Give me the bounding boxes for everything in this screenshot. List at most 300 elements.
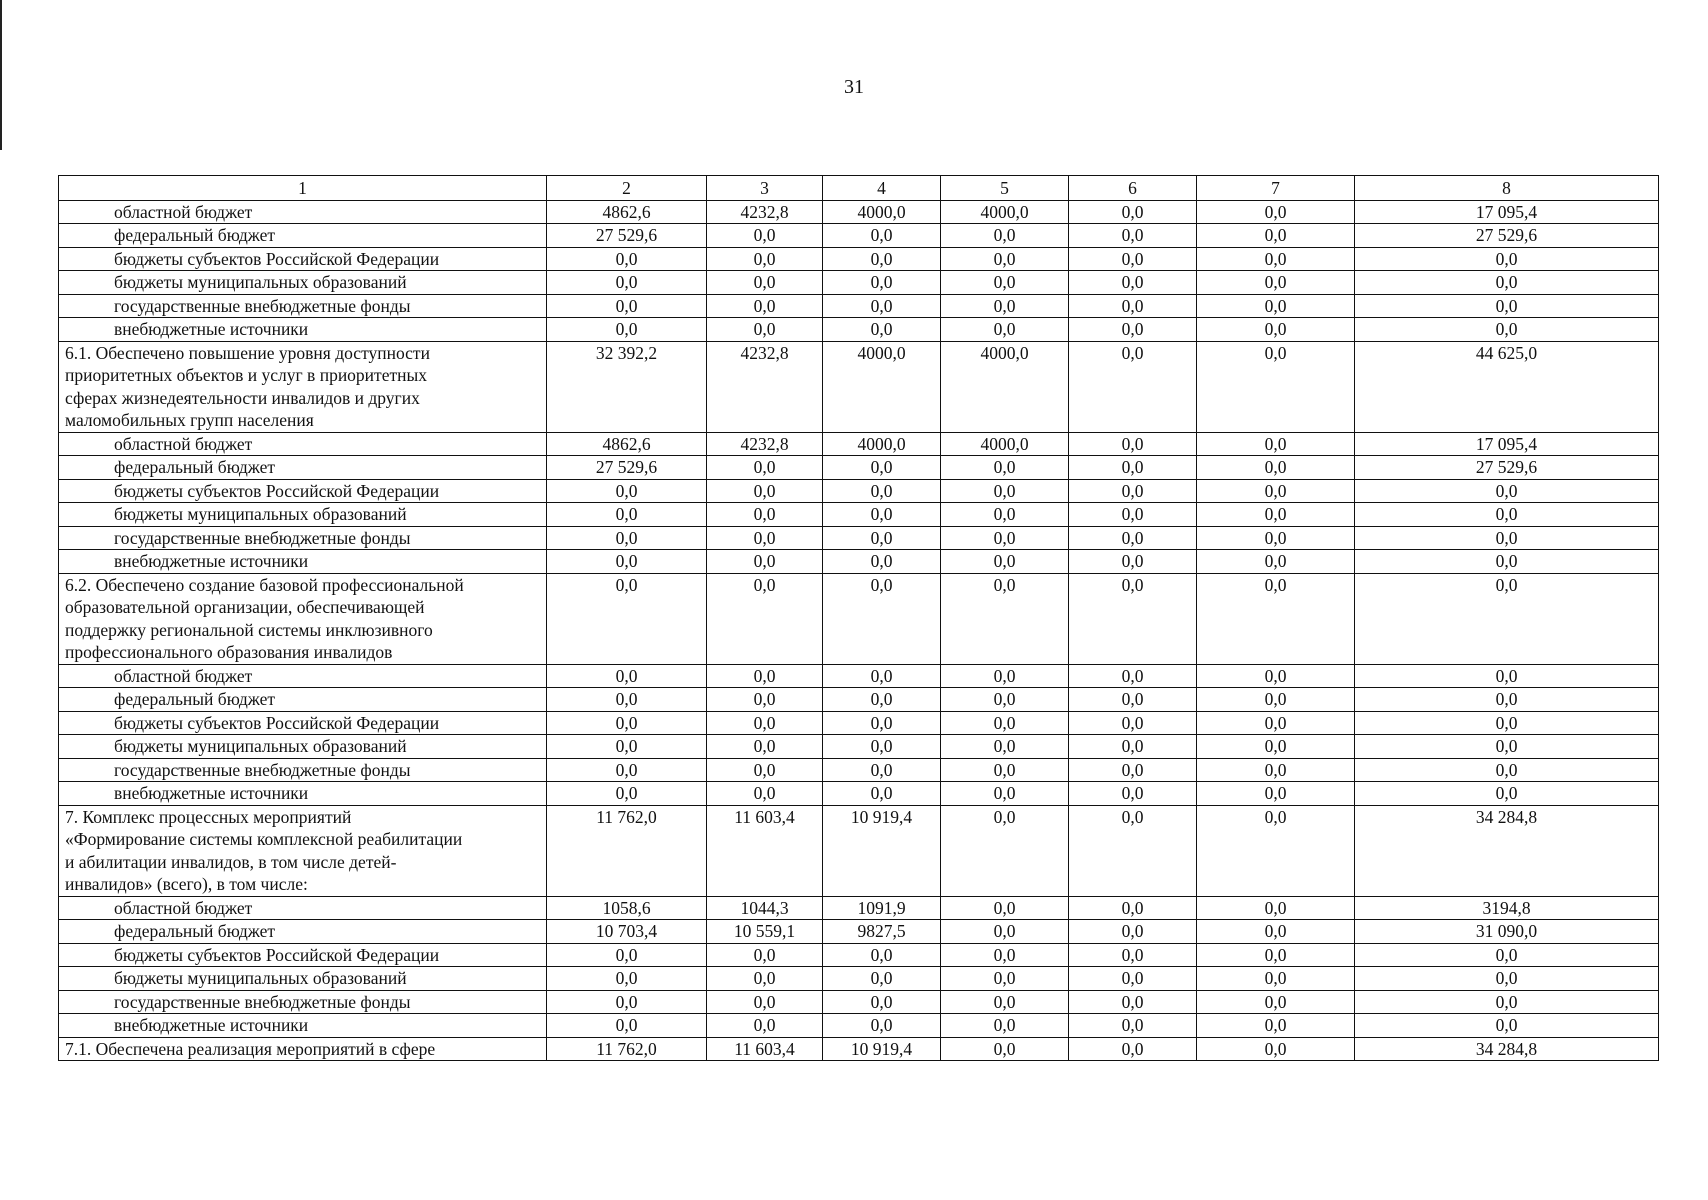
value-cell-col-2: 0,0 — [547, 1014, 707, 1038]
value-cell-col-6: 0,0 — [1069, 1037, 1197, 1061]
value-cell-col-2: 0,0 — [547, 782, 707, 806]
value-cell-col-2: 0,0 — [547, 526, 707, 550]
value-cell-col-8: 0,0 — [1355, 294, 1659, 318]
label-line: областной бюджет — [114, 665, 253, 686]
funding-source-label — [59, 920, 547, 944]
value-cell-col-2: 0,0 — [547, 503, 707, 527]
value-cell-col-7: 0,0 — [1197, 1037, 1355, 1061]
value-cell-col-2: 11 762,0 — [547, 805, 707, 896]
value-cell-col-3: 0,0 — [707, 479, 823, 503]
value-cell-col-7: 0,0 — [1197, 341, 1355, 432]
funding-source-label — [59, 294, 547, 318]
value-cell-col-8: 0,0 — [1355, 967, 1659, 991]
value-cell-col-7: 0,0 — [1197, 224, 1355, 248]
value-cell-col-8: 0,0 — [1355, 1014, 1659, 1038]
table-row — [59, 224, 1659, 248]
value-cell-col-3: 0,0 — [707, 735, 823, 759]
label-line: «Формирование системы комплексной реабилитации — [65, 829, 463, 849]
value-cell-col-2: 0,0 — [547, 294, 707, 318]
funding-source-label — [59, 550, 547, 574]
table-row — [59, 967, 1659, 991]
value-cell-col-3: 0,0 — [707, 318, 823, 342]
label-line: бюджеты субъектов Российской Федерации — [114, 944, 440, 965]
label-line: бюджеты субъектов Российской Федерации — [114, 480, 440, 501]
table-row — [59, 200, 1659, 224]
value-cell-col-8: 0,0 — [1355, 550, 1659, 574]
value-cell-col-2: 27 529,6 — [547, 224, 707, 248]
table-row — [59, 247, 1659, 271]
funding-source-label — [59, 711, 547, 735]
value-cell-col-8: 3194,8 — [1355, 896, 1659, 920]
header-cell: 1 — [59, 176, 547, 201]
value-cell-col-2: 0,0 — [547, 271, 707, 295]
table-row — [59, 294, 1659, 318]
value-cell-col-4: 0,0 — [823, 664, 941, 688]
value-cell-col-6: 0,0 — [1069, 526, 1197, 550]
label-line: внебюджетные источники — [114, 783, 309, 803]
value-cell-col-3: 0,0 — [707, 271, 823, 295]
value-cell-col-2: 10 703,4 — [547, 920, 707, 944]
value-cell-col-6: 0,0 — [1069, 479, 1197, 503]
scan-left-border — [0, 0, 2, 150]
value-cell-col-8: 0,0 — [1355, 318, 1659, 342]
value-cell-col-6: 0,0 — [1069, 1014, 1197, 1038]
value-cell-col-4: 0,0 — [823, 318, 941, 342]
table-row — [59, 782, 1659, 806]
header-cell: 8 — [1355, 176, 1659, 201]
value-cell-col-6: 0,0 — [1069, 550, 1197, 574]
value-cell-col-3: 0,0 — [707, 573, 823, 664]
label-line: внебюджетные источники — [114, 551, 309, 571]
value-cell-col-4: 0,0 — [823, 943, 941, 967]
value-cell-col-3: 4232,8 — [707, 200, 823, 224]
value-cell-col-4: 0,0 — [823, 573, 941, 664]
funding-source-label — [59, 247, 547, 271]
value-cell-col-2: 0,0 — [547, 318, 707, 342]
value-cell-col-6: 0,0 — [1069, 503, 1197, 527]
value-cell-col-7: 0,0 — [1197, 735, 1355, 759]
value-cell-col-4: 0,0 — [823, 688, 941, 712]
value-cell-col-8: 0,0 — [1355, 735, 1659, 759]
value-cell-col-3: 0,0 — [707, 1014, 823, 1038]
table-row — [59, 735, 1659, 759]
value-cell-col-4: 0,0 — [823, 503, 941, 527]
value-cell-col-5: 0,0 — [941, 479, 1069, 503]
value-cell-col-3: 0,0 — [707, 688, 823, 712]
value-cell-col-2: 0,0 — [547, 247, 707, 271]
value-cell-col-4: 0,0 — [823, 782, 941, 806]
value-cell-col-3: 0,0 — [707, 758, 823, 782]
value-cell-col-8: 0,0 — [1355, 247, 1659, 271]
value-cell-col-6: 0,0 — [1069, 896, 1197, 920]
value-cell-col-7: 0,0 — [1197, 456, 1355, 480]
value-cell-col-3: 10 559,1 — [707, 920, 823, 944]
value-cell-col-7: 0,0 — [1197, 200, 1355, 224]
table-header-row — [59, 176, 1659, 201]
value-cell-col-2: 0,0 — [547, 688, 707, 712]
funding-source-label — [59, 432, 547, 456]
value-cell-col-2: 0,0 — [547, 967, 707, 991]
header-cell: 3 — [707, 176, 823, 201]
value-cell-col-7: 0,0 — [1197, 711, 1355, 735]
label-line: 6.1. Обеспечено повышение уровня доступности — [65, 342, 430, 363]
funding-source-label — [59, 758, 547, 782]
value-cell-col-7: 0,0 — [1197, 920, 1355, 944]
value-cell-col-2: 27 529,6 — [547, 456, 707, 480]
value-cell-col-7: 0,0 — [1197, 805, 1355, 896]
label-line: приоритетных объектов и услуг в приоритетных — [65, 365, 427, 385]
value-cell-col-7: 0,0 — [1197, 294, 1355, 318]
value-cell-col-3: 4232,8 — [707, 432, 823, 456]
value-cell-col-3: 4232,8 — [707, 341, 823, 432]
activity-label — [59, 341, 547, 432]
table-row — [59, 550, 1659, 574]
value-cell-col-8: 0,0 — [1355, 688, 1659, 712]
value-cell-col-8: 0,0 — [1355, 758, 1659, 782]
value-cell-col-5: 4000,0 — [941, 200, 1069, 224]
table-row — [59, 1037, 1659, 1061]
value-cell-col-2: 0,0 — [547, 758, 707, 782]
value-cell-col-4: 0,0 — [823, 294, 941, 318]
value-cell-col-8: 0,0 — [1355, 943, 1659, 967]
value-cell-col-7: 0,0 — [1197, 990, 1355, 1014]
value-cell-col-2: 1058,6 — [547, 896, 707, 920]
value-cell-col-6: 0,0 — [1069, 688, 1197, 712]
value-cell-col-7: 0,0 — [1197, 688, 1355, 712]
value-cell-col-8: 0,0 — [1355, 664, 1659, 688]
value-cell-col-6: 0,0 — [1069, 664, 1197, 688]
value-cell-col-4: 0,0 — [823, 456, 941, 480]
table-row — [59, 271, 1659, 295]
value-cell-col-3: 0,0 — [707, 550, 823, 574]
table-row — [59, 711, 1659, 735]
value-cell-col-7: 0,0 — [1197, 896, 1355, 920]
value-cell-col-6: 0,0 — [1069, 200, 1197, 224]
value-cell-col-5: 0,0 — [941, 920, 1069, 944]
value-cell-col-7: 0,0 — [1197, 758, 1355, 782]
value-cell-col-6: 0,0 — [1069, 294, 1197, 318]
header-cell: 5 — [941, 176, 1069, 201]
value-cell-col-4: 0,0 — [823, 271, 941, 295]
value-cell-col-2: 0,0 — [547, 550, 707, 574]
value-cell-col-4: 9827,5 — [823, 920, 941, 944]
value-cell-col-5: 0,0 — [941, 758, 1069, 782]
value-cell-col-8: 0,0 — [1355, 503, 1659, 527]
table-row — [59, 1014, 1659, 1038]
value-cell-col-5: 0,0 — [941, 1014, 1069, 1038]
value-cell-col-7: 0,0 — [1197, 1014, 1355, 1038]
value-cell-col-3: 0,0 — [707, 943, 823, 967]
financing-table — [58, 175, 1659, 1061]
value-cell-col-8: 27 529,6 — [1355, 224, 1659, 248]
value-cell-col-4: 0,0 — [823, 550, 941, 574]
label-line: бюджеты субъектов Российской Федерации — [114, 712, 440, 733]
label-line: бюджеты муниципальных образований — [114, 272, 407, 292]
table-row — [59, 896, 1659, 920]
value-cell-col-3: 0,0 — [707, 990, 823, 1014]
table-row — [59, 526, 1659, 550]
funding-source-label — [59, 967, 547, 991]
funding-source-label — [59, 896, 547, 920]
value-cell-col-4: 0,0 — [823, 224, 941, 248]
value-cell-col-2: 0,0 — [547, 990, 707, 1014]
label-line: государственные внебюджетные фонды — [114, 527, 411, 548]
label-line: и абилитации инвалидов, в том числе детей- — [65, 851, 397, 872]
header-cell: 7 — [1197, 176, 1355, 201]
table-row — [59, 805, 1659, 896]
value-cell-col-5: 4000,0 — [941, 341, 1069, 432]
value-cell-col-7: 0,0 — [1197, 271, 1355, 295]
value-cell-col-2: 0,0 — [547, 735, 707, 759]
value-cell-col-7: 0,0 — [1197, 550, 1355, 574]
value-cell-col-3: 0,0 — [707, 526, 823, 550]
label-line: государственные внебюджетные фонды — [114, 295, 411, 316]
funding-source-label — [59, 735, 547, 759]
funding-source-label — [59, 318, 547, 342]
value-cell-col-8: 27 529,6 — [1355, 456, 1659, 480]
value-cell-col-6: 0,0 — [1069, 990, 1197, 1014]
label-line: 7.1. Обеспечена реализация мероприятий в сфере — [65, 1038, 436, 1059]
value-cell-col-5: 0,0 — [941, 990, 1069, 1014]
value-cell-col-5: 0,0 — [941, 735, 1069, 759]
value-cell-col-7: 0,0 — [1197, 782, 1355, 806]
value-cell-col-5: 0,0 — [941, 573, 1069, 664]
table-row — [59, 688, 1659, 712]
label-line: бюджеты муниципальных образований — [114, 504, 407, 524]
value-cell-col-4: 0,0 — [823, 711, 941, 735]
value-cell-col-8: 0,0 — [1355, 479, 1659, 503]
funding-source-label — [59, 456, 547, 480]
table-row — [59, 920, 1659, 944]
value-cell-col-5: 0,0 — [941, 664, 1069, 688]
value-cell-col-3: 0,0 — [707, 294, 823, 318]
activity-label — [59, 805, 547, 896]
table-row — [59, 341, 1659, 432]
value-cell-col-2: 0,0 — [547, 479, 707, 503]
value-cell-col-6: 0,0 — [1069, 456, 1197, 480]
value-cell-col-2: 0,0 — [547, 573, 707, 664]
value-cell-col-6: 0,0 — [1069, 805, 1197, 896]
label-line: сферах жизнедеятельности инвалидов и других — [65, 387, 420, 408]
value-cell-col-6: 0,0 — [1069, 318, 1197, 342]
value-cell-col-4: 10 919,4 — [823, 805, 941, 896]
activity-label — [59, 573, 547, 664]
label-line: поддержку региональной системы инклюзивного — [65, 619, 433, 640]
value-cell-col-3: 11 603,4 — [707, 1037, 823, 1061]
value-cell-col-6: 0,0 — [1069, 224, 1197, 248]
value-cell-col-7: 0,0 — [1197, 526, 1355, 550]
value-cell-col-3: 0,0 — [707, 664, 823, 688]
value-cell-col-6: 0,0 — [1069, 758, 1197, 782]
value-cell-col-4: 0,0 — [823, 735, 941, 759]
value-cell-col-2: 4862,6 — [547, 200, 707, 224]
value-cell-col-4: 0,0 — [823, 967, 941, 991]
funding-source-label — [59, 271, 547, 295]
value-cell-col-4: 0,0 — [823, 758, 941, 782]
value-cell-col-6: 0,0 — [1069, 943, 1197, 967]
value-cell-col-8: 0,0 — [1355, 271, 1659, 295]
value-cell-col-6: 0,0 — [1069, 432, 1197, 456]
label-line: бюджеты субъектов Российской Федерации — [114, 248, 440, 269]
value-cell-col-8: 34 284,8 — [1355, 1037, 1659, 1061]
value-cell-col-5: 0,0 — [941, 271, 1069, 295]
value-cell-col-8: 0,0 — [1355, 782, 1659, 806]
label-line: федеральный бюджет — [114, 921, 276, 941]
value-cell-col-5: 0,0 — [941, 711, 1069, 735]
value-cell-col-7: 0,0 — [1197, 943, 1355, 967]
value-cell-col-4: 0,0 — [823, 479, 941, 503]
value-cell-col-6: 0,0 — [1069, 782, 1197, 806]
funding-source-label — [59, 943, 547, 967]
table-row — [59, 432, 1659, 456]
value-cell-col-8: 0,0 — [1355, 711, 1659, 735]
funding-source-label — [59, 503, 547, 527]
value-cell-col-7: 0,0 — [1197, 479, 1355, 503]
value-cell-col-8: 31 090,0 — [1355, 920, 1659, 944]
header-cell: 6 — [1069, 176, 1197, 201]
value-cell-col-3: 0,0 — [707, 967, 823, 991]
table-row — [59, 318, 1659, 342]
value-cell-col-5: 0,0 — [941, 318, 1069, 342]
page-number: 31 — [844, 76, 864, 98]
value-cell-col-2: 4862,6 — [547, 432, 707, 456]
value-cell-col-8: 0,0 — [1355, 990, 1659, 1014]
value-cell-col-3: 0,0 — [707, 782, 823, 806]
value-cell-col-4: 0,0 — [823, 526, 941, 550]
value-cell-col-5: 0,0 — [941, 503, 1069, 527]
value-cell-col-5: 0,0 — [941, 896, 1069, 920]
value-cell-col-4: 0,0 — [823, 990, 941, 1014]
value-cell-col-5: 0,0 — [941, 943, 1069, 967]
value-cell-col-7: 0,0 — [1197, 432, 1355, 456]
funding-source-label — [59, 664, 547, 688]
value-cell-col-5: 0,0 — [941, 967, 1069, 991]
activity-label — [59, 1037, 547, 1061]
value-cell-col-7: 0,0 — [1197, 247, 1355, 271]
value-cell-col-3: 0,0 — [707, 711, 823, 735]
label-line: государственные внебюджетные фонды — [114, 759, 411, 780]
value-cell-col-3: 0,0 — [707, 503, 823, 527]
value-cell-col-5: 0,0 — [941, 805, 1069, 896]
value-cell-col-4: 1091,9 — [823, 896, 941, 920]
table-row — [59, 990, 1659, 1014]
table-row — [59, 456, 1659, 480]
label-line: 6.2. Обеспечено создание базовой профессиональной — [65, 574, 464, 595]
label-line: 7. Комплекс процессных мероприятий — [65, 806, 352, 827]
label-line: инвалидов» (всего), в том числе: — [65, 874, 308, 894]
label-line: образовательной организации, обеспечивающей — [65, 597, 425, 617]
value-cell-col-3: 0,0 — [707, 456, 823, 480]
value-cell-col-4: 10 919,4 — [823, 1037, 941, 1061]
value-cell-col-4: 0,0 — [823, 1014, 941, 1038]
value-cell-col-7: 0,0 — [1197, 503, 1355, 527]
value-cell-col-8: 0,0 — [1355, 526, 1659, 550]
label-line: областной бюджет — [114, 201, 253, 222]
label-line: профессионального образования инвалидов — [65, 642, 393, 662]
table-body — [59, 200, 1659, 1061]
label-line: государственные внебюджетные фонды — [114, 991, 411, 1012]
table-row — [59, 758, 1659, 782]
value-cell-col-5: 0,0 — [941, 550, 1069, 574]
table-row — [59, 664, 1659, 688]
funding-source-label — [59, 782, 547, 806]
value-cell-col-6: 0,0 — [1069, 271, 1197, 295]
value-cell-col-6: 0,0 — [1069, 967, 1197, 991]
label-line: федеральный бюджет — [114, 225, 276, 245]
value-cell-col-6: 0,0 — [1069, 711, 1197, 735]
label-line: внебюджетные источники — [114, 1015, 309, 1035]
value-cell-col-8: 0,0 — [1355, 573, 1659, 664]
value-cell-col-2: 0,0 — [547, 664, 707, 688]
value-cell-col-5: 4000,0 — [941, 432, 1069, 456]
value-cell-col-5: 0,0 — [941, 247, 1069, 271]
value-cell-col-8: 44 625,0 — [1355, 341, 1659, 432]
value-cell-col-6: 0,0 — [1069, 247, 1197, 271]
value-cell-col-2: 11 762,0 — [547, 1037, 707, 1061]
value-cell-col-5: 0,0 — [941, 1037, 1069, 1061]
label-line: областной бюджет — [114, 433, 253, 454]
value-cell-col-6: 0,0 — [1069, 920, 1197, 944]
value-cell-col-3: 11 603,4 — [707, 805, 823, 896]
value-cell-col-7: 0,0 — [1197, 318, 1355, 342]
value-cell-col-5: 0,0 — [941, 224, 1069, 248]
value-cell-col-6: 0,0 — [1069, 341, 1197, 432]
value-cell-col-8: 17 095,4 — [1355, 200, 1659, 224]
value-cell-col-5: 0,0 — [941, 456, 1069, 480]
label-line: федеральный бюджет — [114, 689, 276, 709]
funding-source-label — [59, 688, 547, 712]
value-cell-col-5: 0,0 — [941, 688, 1069, 712]
table-row — [59, 943, 1659, 967]
funding-source-label — [59, 224, 547, 248]
label-line: бюджеты муниципальных образований — [114, 968, 407, 988]
table-row — [59, 503, 1659, 527]
header-cell: 4 — [823, 176, 941, 201]
value-cell-col-2: 32 392,2 — [547, 341, 707, 432]
funding-source-label — [59, 200, 547, 224]
value-cell-col-4: 0,0 — [823, 247, 941, 271]
header-cell: 2 — [547, 176, 707, 201]
funding-source-label — [59, 1014, 547, 1038]
value-cell-col-4: 4000,0 — [823, 200, 941, 224]
label-line: внебюджетные источники — [114, 319, 309, 339]
value-cell-col-8: 34 284,8 — [1355, 805, 1659, 896]
value-cell-col-8: 17 095,4 — [1355, 432, 1659, 456]
table-row — [59, 573, 1659, 664]
value-cell-col-4: 4000,0 — [823, 341, 941, 432]
funding-source-label — [59, 990, 547, 1014]
value-cell-col-3: 1044,3 — [707, 896, 823, 920]
label-line: маломобильных групп населения — [65, 410, 314, 430]
value-cell-col-7: 0,0 — [1197, 967, 1355, 991]
funding-source-label — [59, 526, 547, 550]
value-cell-col-7: 0,0 — [1197, 573, 1355, 664]
table-row — [59, 479, 1659, 503]
value-cell-col-7: 0,0 — [1197, 664, 1355, 688]
label-line: областной бюджет — [114, 897, 253, 918]
value-cell-col-2: 0,0 — [547, 711, 707, 735]
value-cell-col-4: 4000,0 — [823, 432, 941, 456]
value-cell-col-3: 0,0 — [707, 247, 823, 271]
value-cell-col-5: 0,0 — [941, 782, 1069, 806]
funding-source-label — [59, 479, 547, 503]
label-line: федеральный бюджет — [114, 457, 276, 477]
value-cell-col-3: 0,0 — [707, 224, 823, 248]
value-cell-col-5: 0,0 — [941, 526, 1069, 550]
value-cell-col-6: 0,0 — [1069, 573, 1197, 664]
value-cell-col-5: 0,0 — [941, 294, 1069, 318]
value-cell-col-2: 0,0 — [547, 943, 707, 967]
